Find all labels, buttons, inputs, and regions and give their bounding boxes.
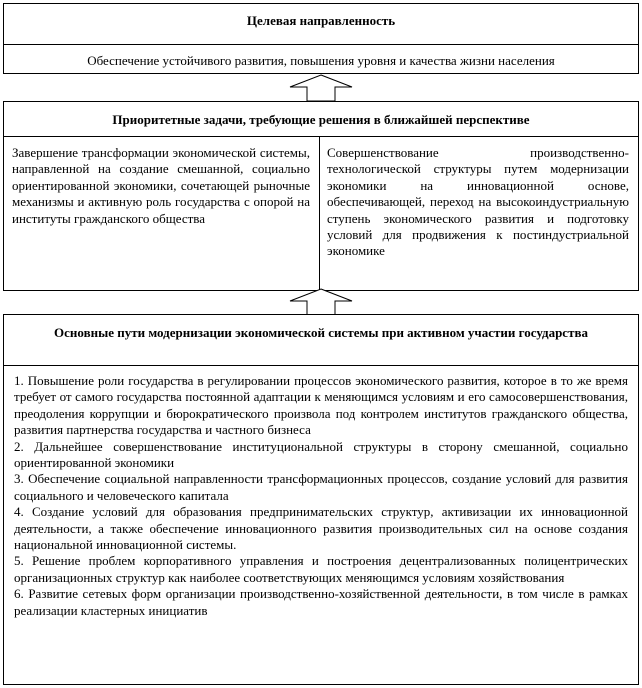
target-block-text: Обеспечение устойчивого развития, повышения уровня и качества жизни населения bbox=[87, 53, 555, 68]
priority-block bbox=[3, 101, 639, 291]
list-item: 2. Дальнейшее совершенствование институциональной структуры в сторону смешанной, социально ориентированной экономики bbox=[14, 438, 628, 471]
list-item: 1. Повышение роли государства в регулировании процессов экономического развития, которое в то же время требует от самого государства постоянной адаптации к меняющимся условиям и его самосовершенствования, преодоления коррупции и бюрократического произвола под контролем институтов гражданского общества, развития партнерства государства и частного бизнеса bbox=[14, 373, 628, 438]
ways-list bbox=[14, 373, 628, 619]
ways-block-divider bbox=[4, 365, 638, 366]
priority-right-text: Совершенствование производственно-технологической структуры путем модернизации экономики на инновационной основе, обеспечивающей, переход на высокоиндустриальную ступень экономического развития и подготовку условий для продвижения к постиндустриальной экономике bbox=[327, 145, 629, 259]
ways-block bbox=[3, 314, 639, 685]
priority-left-text: Завершение трансформации экономической системы, направленной на создание смешанной, социально ориентированной экономики, сочетающей рыночные механизмы и активную роль государства с опорой на институты гражданского общества bbox=[12, 145, 310, 226]
priority-block-title: Приоритетные задачи, требующие решения в ближайшей перспективе bbox=[112, 112, 530, 127]
priority-block-column-divider bbox=[319, 136, 320, 290]
list-item: 6. Развитие сетевых форм организации производственно-хозяйственной деятельности, в том числе в рамках реализации кластерных инициатив bbox=[14, 586, 628, 618]
list-item: 4. Создание условий для образования предпринимательских структур, активизации их инновационной деятельности, а также обеспечение инновационного развития производительных сил на основе создания национальной инновационной системы. bbox=[14, 504, 628, 553]
up-arrow-icon bbox=[288, 74, 354, 102]
target-block-title: Целевая направленность bbox=[246, 13, 396, 28]
target-block-divider bbox=[4, 44, 638, 45]
list-item: 5. Решение проблем корпоративного управления и построения децентрализованных полицентрических организационных структур как наиболее соответствующих меняющимся условиям хозяйствования bbox=[14, 553, 628, 585]
priority-block-divider bbox=[4, 136, 638, 137]
up-arrow-icon bbox=[288, 288, 354, 316]
list-item: 3. Обеспечение социальной направленности трансформационных процессов, создание условий для развития социального и человеческого капитала bbox=[14, 471, 628, 503]
ways-block-title: Основные пути модернизации экономической системы при активном участии государства bbox=[54, 325, 588, 340]
target-block bbox=[3, 3, 639, 74]
